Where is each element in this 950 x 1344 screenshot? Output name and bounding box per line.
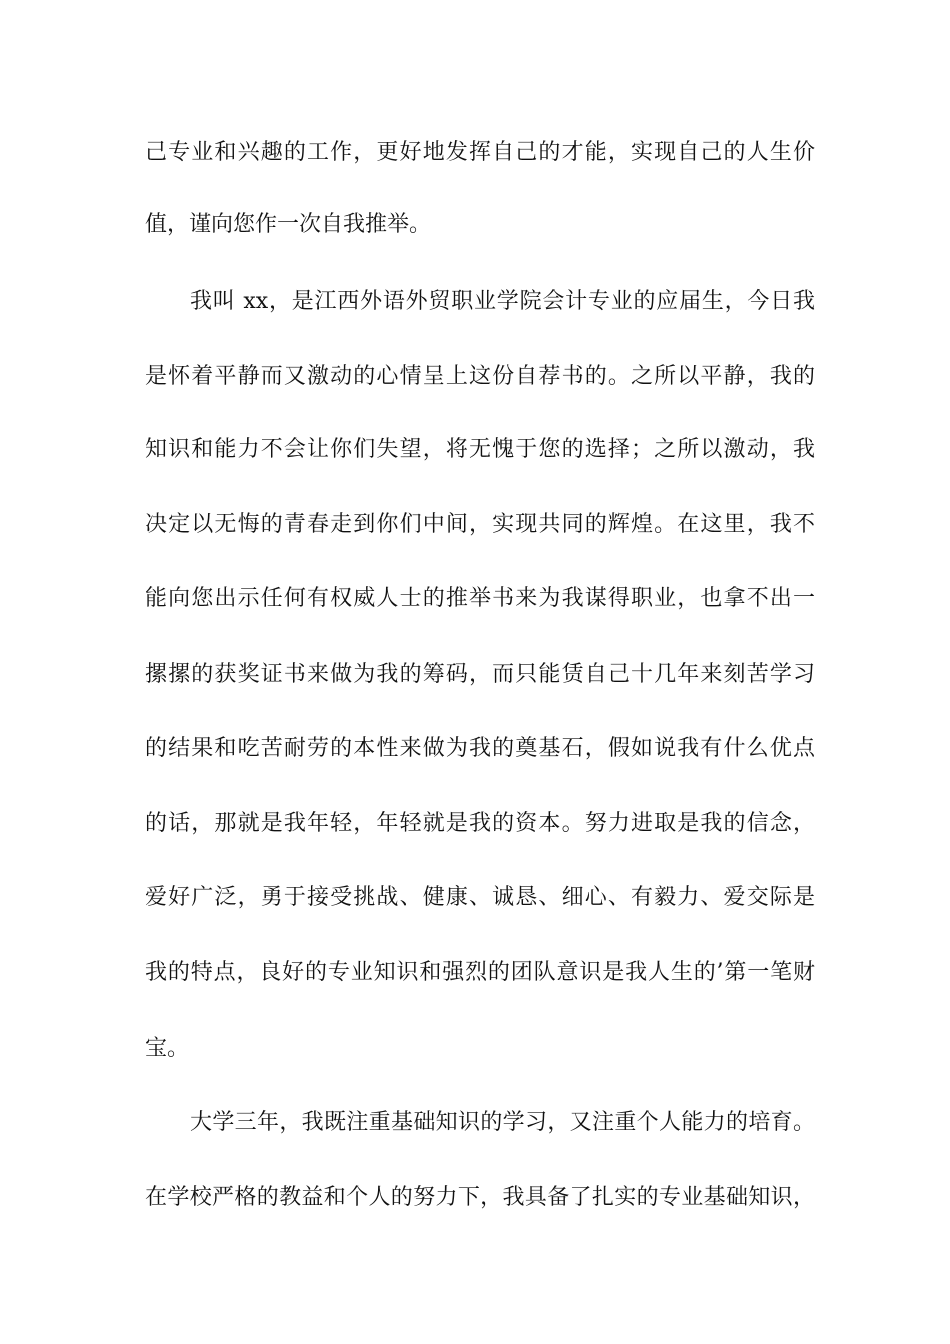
text-line: 宝。 [145,1036,190,1061]
text-line: 能向您出示任何有权威人士的推举书来为我谋得职业，也拿不出一 [145,586,815,611]
text-line: 爱好广泛，勇于接受挑战、健康、诚恳、细心、有毅力、爱交际是 [145,885,815,910]
text-line: 是怀着平静而又激动的心情呈上这份自荐书的。之所以平静，我的 [145,364,815,389]
text-line: 摞摞的获奖证书来做为我的筹码，而只能赁自己十几年来刻苦学习 [145,662,815,687]
text-line: 的话，那就是我年轻，年轻就是我的资本。努力进取是我的信念， [145,811,815,836]
text-line: 在学校严格的教益和个人的努力下，我具备了扎实的专业基础知识， [145,1185,815,1210]
text-line: 我叫 xx，是江西外语外贸职业学院会计专业的应届生，今日我 [190,289,815,314]
text-line: 决定以无悔的青春走到你们中间，实现共同的辉煌。在这里，我不 [145,512,815,537]
text-line: 值，谨向您作一次自我推举。 [145,212,432,237]
text-line: 己专业和兴趣的工作，更好地发挥自己的才能，实现自己的人生价 [145,140,815,165]
text-line: 知识和能力不会让你们失望，将无愧于您的选择；之所以激动，我 [145,437,815,462]
text-line: 我的特点，良好的专业知识和强烈的团队意识是我人生的’第一笔财 [145,960,815,985]
text-line: 的结果和吃苦耐劳的本性来做为我的奠基石，假如说我有什么优点 [145,736,815,761]
text-line: 大学三年，我既注重基础知识的学习，又注重个人能力的培育。 [190,1110,815,1135]
